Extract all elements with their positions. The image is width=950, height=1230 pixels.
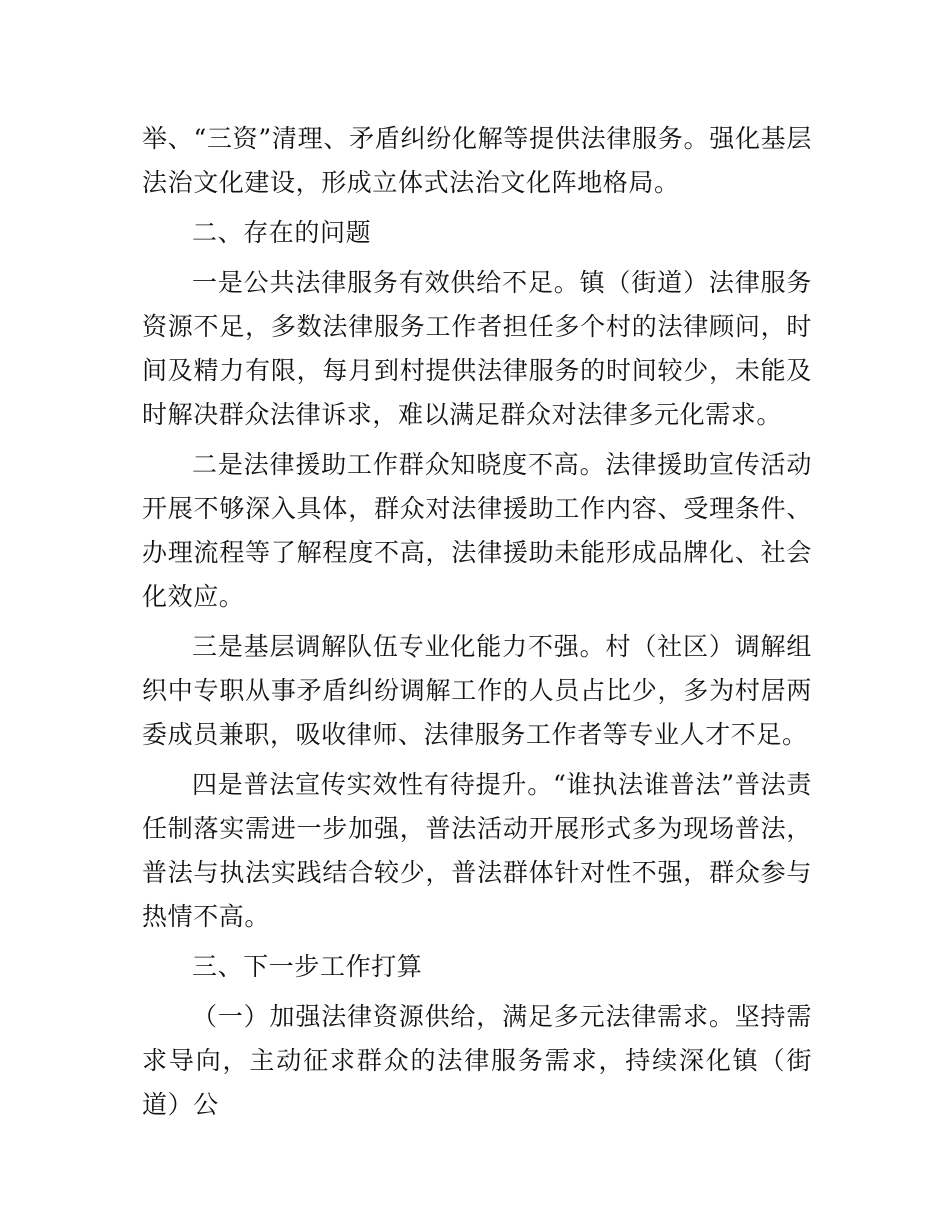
document-body — [142, 117, 812, 1127]
section-heading-problems: 二、存在的问题 — [192, 218, 372, 247]
paragraph-problem-2: 二是法律援助工作群众知晓度不高。法律援助宣传活动开展不够深入具体，群众对法律援助工作内容、受理条件、办理流程等了解程度不高，法律援助未能形成品牌化、社会化效应。 — [142, 450, 812, 611]
paragraph-problem-4: 四是普法宣传实效性有待提升。“谁执法谁普法”普法责任制落实需进一步加强，普法活动开展形式多为现场普法，普法与执法实践结合较少，普法群体针对性不强，群众参与热情不高。 — [142, 770, 812, 931]
section-heading-next-steps: 三、下一步工作打算 — [192, 952, 423, 981]
paragraph-plan-1: （一）加强法律资源供给，满足多元法律需求。坚持需求导向，主动征求群众的法律服务需求，持续深化镇（街道）公 — [142, 1002, 812, 1119]
paragraph-problem-1: 一是公共法律服务有效供给不足。镇（街道）法律服务资源不足，多数法律服务工作者担任多个村的法律顾问，时间及精力有限，每月到村提供法律服务的时间较少，未能及时解决群众法律诉求，难以满足群众对法律多元化需求。 — [142, 268, 812, 429]
paragraph-continuation: 举、“三资”清理、矛盾纠纷化解等提供法律服务。强化基层法治文化建设，形成立体式法治文化阵地格局。 — [142, 124, 812, 197]
paragraph-problem-3: 三是基层调解队伍专业化能力不强。村（社区）调解组织中专职从事矛盾纠纷调解工作的人员占比少，多为村居两委成员兼职，吸收律师、法律服务工作者等专业人才不足。 — [142, 632, 812, 749]
